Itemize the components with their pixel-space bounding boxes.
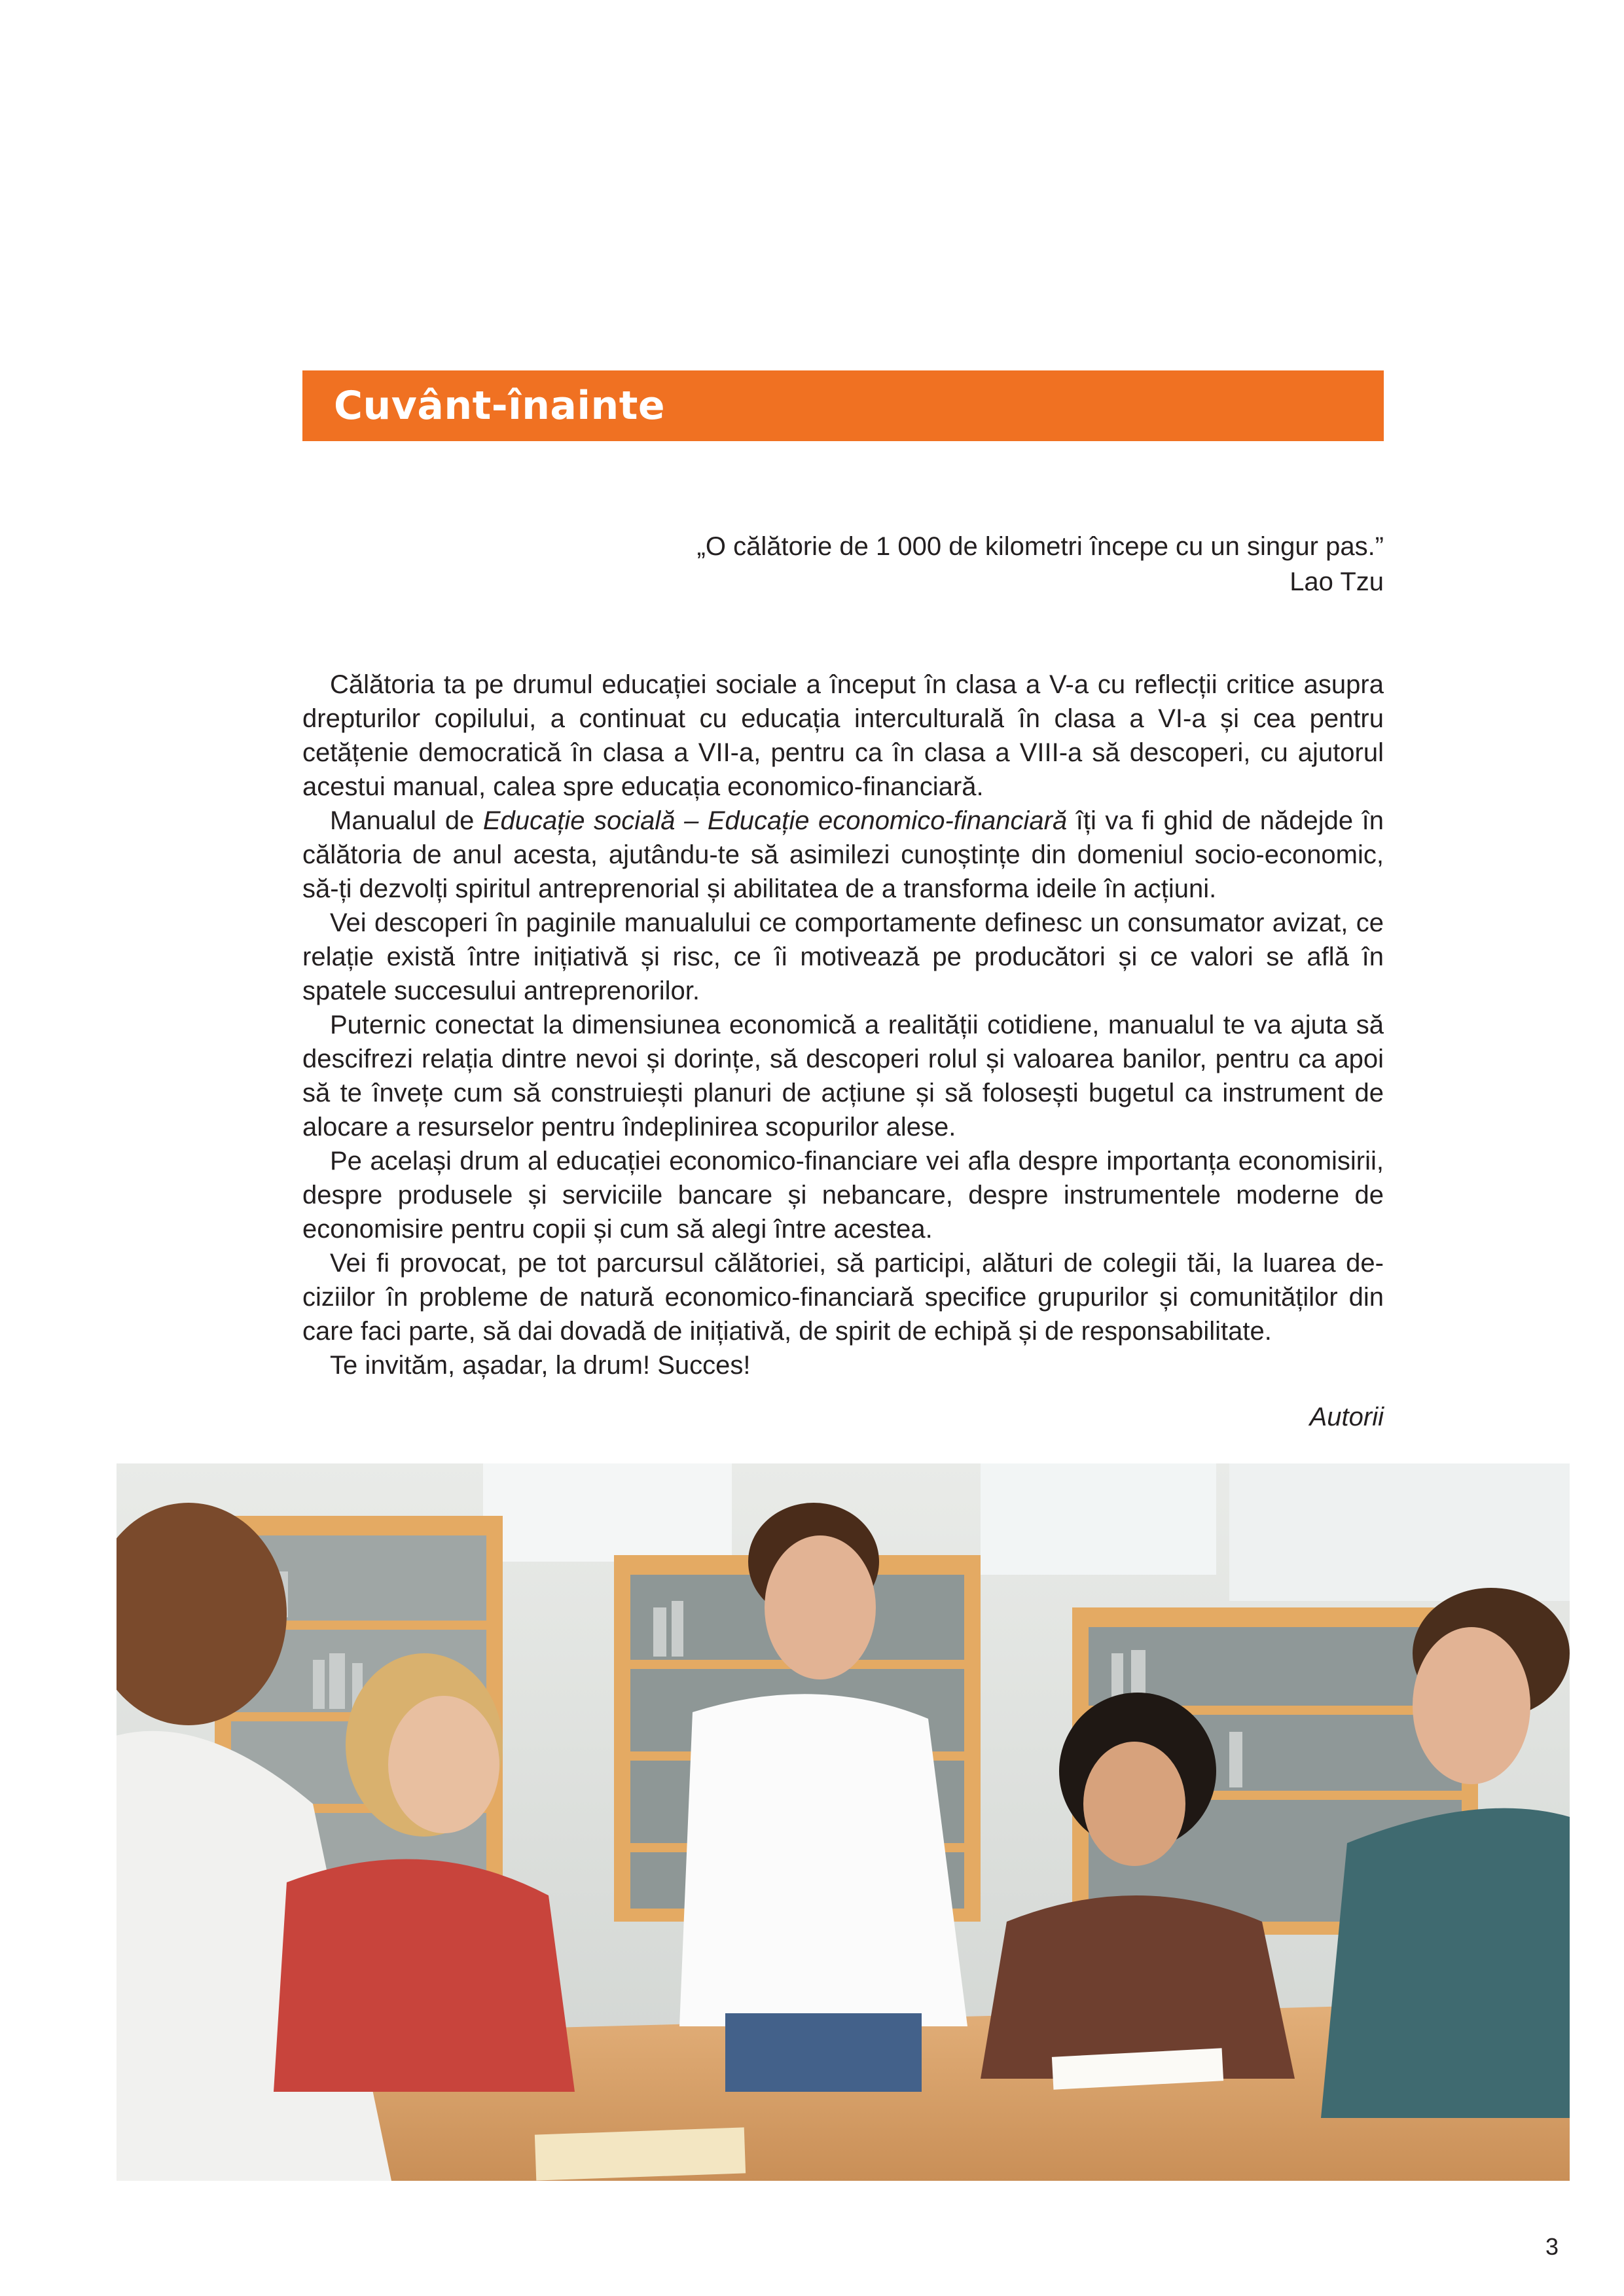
students-discussion-photo [117, 1463, 1570, 2181]
manual-title-italic: Educație socială – Educație economico-financiară [482, 806, 1068, 835]
signature-authors: Autorii [1309, 1403, 1384, 1431]
paragraph-2 [302, 804, 1384, 906]
page-title: Cuvânt-înainte [334, 383, 666, 429]
section-title-bar [302, 370, 1384, 441]
page-number: 3 [1545, 2233, 1559, 2260]
quote-text: „O călătorie de 1 000 de kilometri începe cu un singur pas.” [696, 532, 1384, 561]
paragraph-2-end: îți va fi ghid de nădejde în călătoria de anul acesta, ajutându-te să asimilezi cunoștințe din domeniul socio-economic, să-ți dezvolți spiritul antreprenorial și abilitatea de a transforma ideile în acțiuni. [302, 806, 1384, 903]
paragraph-1: Călătoria ta pe drumul educației sociale a început în clasa a V-a cu reflecții critice asupra drepturilor copilului, a continuat cu educația interculturală în clasa a VI-a și cea pentru cetățenie democratică în clasa a VII-a, pentru ca în clasa a VIII-a să descoperi, cu ajutorul acestui manual, calea spre educația economico-financiară. [302, 670, 1384, 801]
epigraph [697, 529, 1384, 600]
paragraph-7: Te invităm, așadar, la drum! Succes! [330, 1351, 751, 1380]
paragraph-6: Vei fi provocat, pe tot parcursul călătoriei, să participi, alături de colegii tăi, la luarea deciziilor în probleme de natură economico-financiară specifice grupurilor și comunităților din care faci parte, să dai dovadă de inițiativă, de spirit de echipă și de responsabilitate. [302, 1249, 1384, 1346]
quote-author: Lao Tzu [1290, 567, 1384, 596]
paragraph-2-start: Manualul de [330, 806, 483, 835]
foreword-body [302, 668, 1384, 1382]
paragraph-5: Pe același drum al educației economico-financiare vei afla despre importanța economisirii, despre produsele și serviciile bancare și nebancare, despre instrumentele moderne de economisire pentru copii și cum să alegi între acestea. [302, 1147, 1384, 1244]
paragraph-4: Puternic conectat la dimensiunea economică a realității cotidiene, manualul te va ajuta să descifrezi relația dintre nevoi și dorințe, să descoperi rolul și valoarea banilor, pentru ca apoi să te învețe cum să construiești planuri de acțiune și să folosești bugetul ca instrument de alocare a resurselor pentru îndeplinirea scopurilor alese. [302, 1011, 1384, 1141]
photo-illustration [117, 1463, 1570, 2181]
paragraph-3: Vei descoperi în paginile manualului ce comportamente definesc un consumator avizat, ce relație există între inițiativă și risc, ce îi motivează pe producători și ce valori se află în spatele succesului antreprenorilor. [302, 908, 1384, 1005]
